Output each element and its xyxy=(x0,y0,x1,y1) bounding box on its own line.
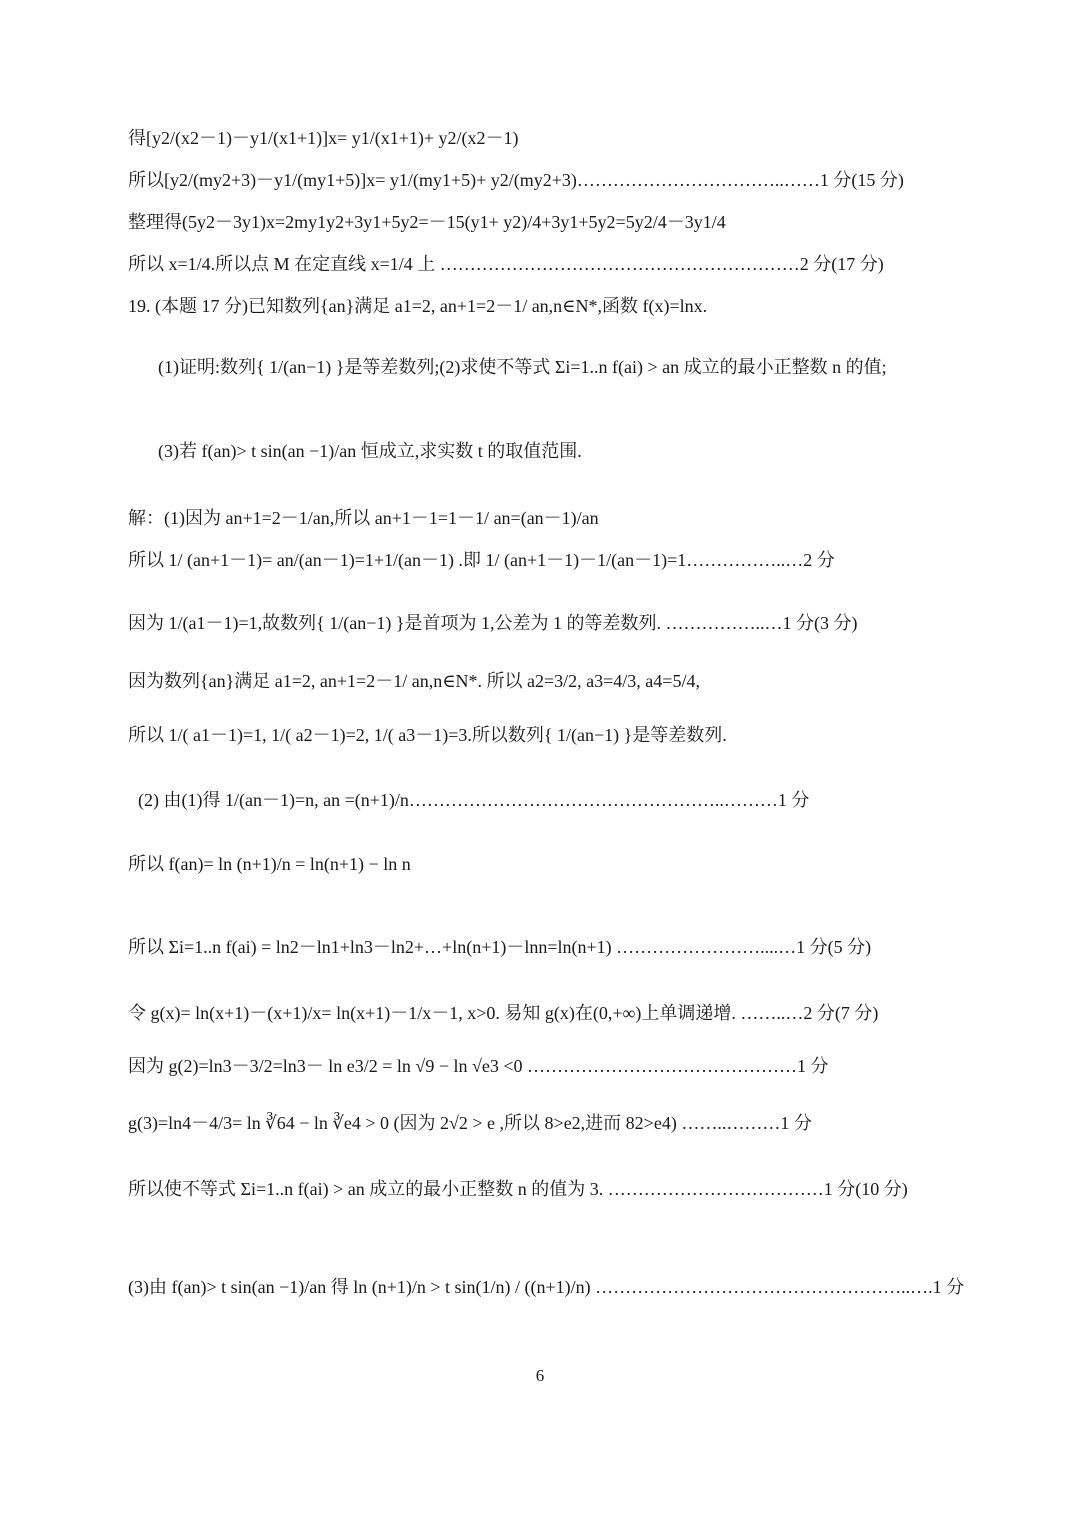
text-line: 所以[y2/(my2+3)－y1/(my1+5)]x= y1/(my1+5)+ y2/(my2+3)……………………………..……1 分(15 分) xyxy=(128,170,904,190)
problem-part: (3)若 f(an)> t sin(an −1)/an 恒成立,求实数 t 的取值范围. xyxy=(158,441,582,461)
solution-line: 所以 1/( a1－1)=1, 1/( a2－1)=2, 1/( a3－1)=3.所以数列{ 1/(an−1) }是等差数列. xyxy=(128,725,727,745)
page-number: 6 xyxy=(535,1366,545,1385)
solution-line: 因为 1/(a1－1)=1,故数列{ 1/(an−1) }是首项为 1,公差为 1 的等差数列. ……………..…1 分(3 分) xyxy=(128,613,858,633)
solution-line: 所以 f(an)= ln (n+1)/n = ln(n+1) − ln n xyxy=(128,854,411,874)
solution-line: 所以 Σi=1..n f(ai) = ln2－ln1+ln3－ln2+…+ln(n+1)－lnn=ln(n+1) ……………………....…1 分(5 分) xyxy=(128,937,872,957)
problem-title: 19. (本题 17 分)已知数列{an}满足 a1=2, an+1=2－1/ an,n∈N*,函数 f(x)=lnx. xyxy=(128,296,708,316)
solution-line: 令 g(x)= ln(x+1)－(x+1)/x= ln(x+1)－1/x－1, x>0. 易知 g(x)在(0,+∞)上单调递增. ……..…2 分(7 分) xyxy=(128,1003,879,1023)
solution-line: (2) 由(1)得 1/(an－1)=n, an =(n+1)/n……………………………………………..………1 分 xyxy=(138,790,810,810)
solution-line: 所以使不等式 Σi=1..n f(ai) > an 成立的最小正整数 n 的值为 3. ………………………………1 分(10 分) xyxy=(128,1179,908,1199)
solution-line: 因为 g(2)=ln3－3/2=ln3－ ln e3/2 = ln √9 − ln √e3 <0 ………………………………………1 分 xyxy=(128,1056,829,1076)
solution-line: g(3)=ln4－4/3= ln ∛64 − ln ∛e4 > 0 (因为 2√2 > e ,所以 8>e2,进而 82>e4) ……..………1 分 xyxy=(128,1113,812,1133)
solution-line: (3)由 f(an)> t sin(an −1)/an 得 ln (n+1)/n > t sin(1/n) / ((n+1)/n) ……………………………………………..….1 分 xyxy=(128,1277,965,1297)
problem-part: (1)证明:数列{ 1/(an−1) }是等差数列;(2)求使不等式 Σi=1..n f(ai) > an 成立的最小正整数 n 的值; xyxy=(158,357,887,377)
solution-line: 因为数列{an}满足 a1=2, an+1=2－1/ an,n∈N*. 所以 a2=3/2, a3=4/3, a4=5/4, xyxy=(128,671,700,691)
text-line: 得[y2/(x2－1)－y1/(x1+1)]x= y1/(x1+1)+ y2/(x2－1) xyxy=(128,128,519,148)
solution-line: 解：(1)因为 an+1=2－1/an,所以 an+1－1=1－1/ an=(an－1)/an xyxy=(128,508,599,528)
text-line: 整理得(5y2－3y1)x=2my1y2+3y1+5y2=－15(y1+ y2)/4+3y1+5y2=5y2/4－3y1/4 xyxy=(128,212,726,232)
solution-line: 所以 1/ (an+1－1)= an/(an－1)=1+1/(an－1) .即 1/ (an+1－1)－1/(an－1)=1……………..…2 分 xyxy=(128,550,835,570)
text-line: 所以 x=1/4.所以点 M 在定直线 x=1/4 上 ……………………………………………………2 分(17 分) xyxy=(128,254,884,274)
